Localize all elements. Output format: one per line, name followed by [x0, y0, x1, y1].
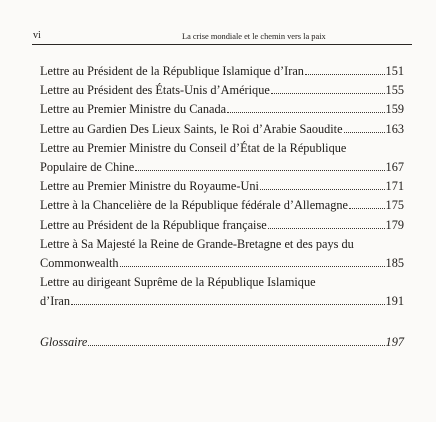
toc-entry-page: 175	[385, 198, 404, 213]
toc-entry	[40, 196, 404, 215]
toc-entry-row	[40, 100, 404, 119]
toc-entry-title-line: Lettre au dirigeant Suprême de la République Islamique	[40, 275, 316, 290]
toc-entry	[40, 216, 404, 235]
toc-entry-page: 185	[385, 256, 404, 271]
page-number: vi	[33, 30, 41, 41]
dot-leader	[268, 228, 385, 229]
toc-entry-title: Commonwealth	[40, 256, 119, 271]
dot-leader	[71, 304, 385, 305]
dot-leader	[305, 74, 385, 75]
toc-glossary-entry	[40, 333, 404, 352]
page-header	[32, 30, 412, 45]
toc-entry-page: 155	[385, 83, 404, 98]
glossary-page: 197	[385, 334, 404, 349]
toc-entry	[40, 139, 404, 177]
toc-entry-row	[40, 62, 404, 81]
toc-entry-title: Lettre à la Chancelière de la République fédérale d’Allemagne	[40, 198, 348, 213]
toc-entry-page: 191	[385, 294, 404, 309]
toc-entry-title: d’Iran	[40, 294, 71, 309]
toc-entry-row	[40, 333, 404, 352]
toc-entry	[40, 120, 404, 139]
dot-leader	[88, 345, 384, 346]
toc-entry-title: Lettre au Président de la République Islamique d’Iran	[40, 64, 304, 78]
dot-leader	[271, 93, 385, 94]
toc-entry-title: Lettre au Président de la République française	[40, 217, 267, 232]
toc-entry-row	[40, 292, 404, 311]
toc-entry-row	[40, 120, 404, 139]
toc-entry-row	[40, 196, 404, 215]
toc-entry-row	[40, 254, 404, 273]
toc-entry-title-line: Lettre à Sa Majesté la Reine de Grande-Bretagne et des pays du	[40, 236, 354, 251]
dot-leader	[349, 208, 385, 209]
toc-entry-row	[40, 216, 404, 235]
toc-entry-page: 159	[385, 102, 404, 117]
toc-entry	[40, 177, 404, 196]
toc-entry-page: 171	[385, 179, 404, 194]
toc-entry-row	[40, 81, 404, 100]
dot-leader	[260, 189, 385, 190]
toc-entry	[40, 81, 404, 100]
toc-entry-row	[40, 158, 404, 177]
toc-entry-page: 167	[385, 160, 404, 175]
toc-entry	[40, 273, 404, 311]
toc-entry	[40, 235, 404, 273]
glossary-title: Glossaire	[40, 334, 88, 349]
running-title: La crise mondiale et le chemin vers la paix	[182, 32, 326, 41]
dot-leader	[344, 132, 385, 133]
toc-entry-page: 179	[385, 217, 404, 232]
toc-entry-title: Populaire de Chine	[40, 160, 135, 175]
toc-entry-title: Lettre au Premier Ministre du Royaume-Uni	[40, 179, 259, 194]
toc-entry-row	[40, 177, 404, 196]
toc-entry-page: 151	[385, 64, 404, 78]
toc-entry-title: Lettre au Président des États-Unis d’Amérique	[40, 83, 270, 98]
toc-entry-page: 163	[385, 121, 404, 136]
table-of-contents	[40, 62, 404, 352]
dot-leader	[227, 112, 384, 113]
toc-entry	[40, 62, 404, 81]
toc-entry-title: Lettre au Premier Ministre du Canada	[40, 102, 227, 117]
toc-entry-title: Lettre au Gardien Des Lieux Saints, le Roi d’Arabie Saoudite	[40, 121, 343, 136]
toc-entry-title-line: Lettre au Premier Ministre du Conseil d’État de la République	[40, 140, 347, 155]
toc-entry	[40, 100, 404, 119]
dot-leader	[120, 266, 385, 267]
dot-leader	[135, 170, 384, 171]
